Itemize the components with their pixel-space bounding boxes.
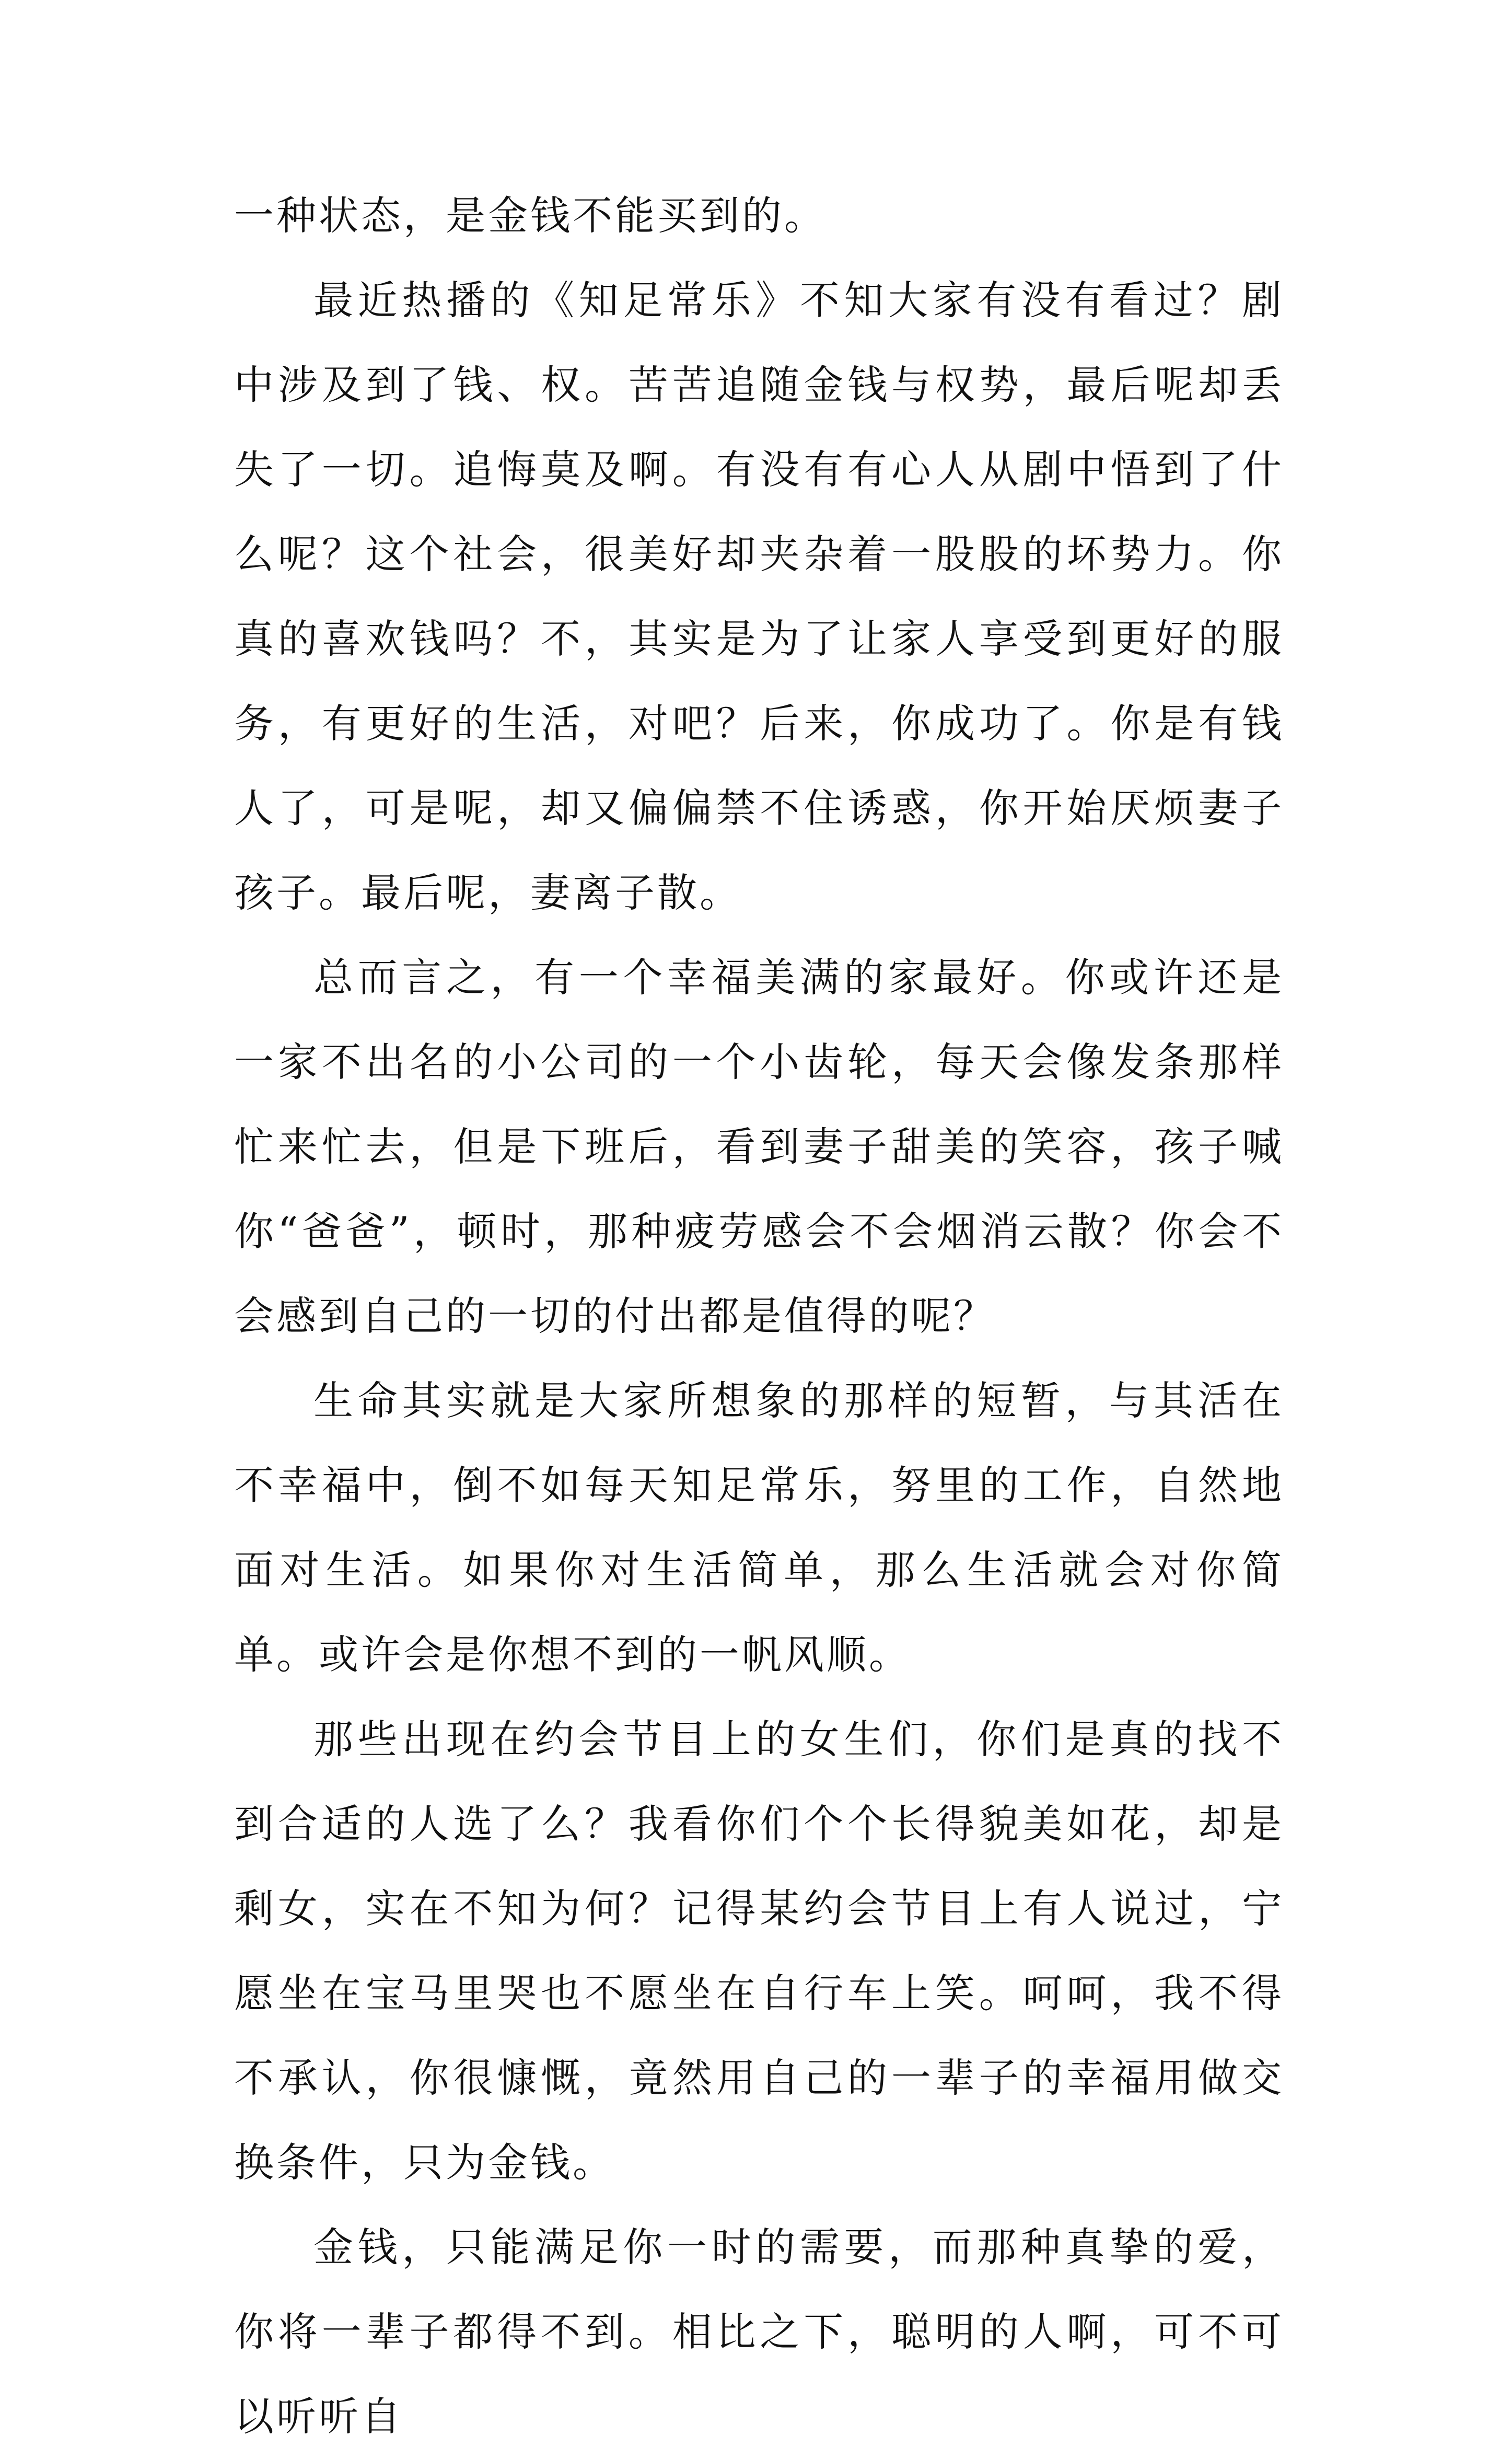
paragraph-1: 一种状态，是金钱不能买到的。 bbox=[234, 192, 827, 239]
paragraph-4: 生命其实就是大家所想象的那样的短暂，与其活在不幸福中，倒不如每天知足常乐，努里的工作，自然地面对生活。如果你对生活简单，那么生活就会对你简单。或许会是你想不到的一帆风顺。 bbox=[234, 1377, 1284, 1678]
paragraph-2: 最近热播的《知足常乐》不知大家有没有看过？剧中涉及到了钱、权。苦苦追随金钱与权势，最后呢却丢失了一切。追悔莫及啊。有没有有心人从剧中悟到了什么呢？这个社会，很美好却夹杂着一股股的坏势力。你真的喜欢钱吗？不，其实是为了让家人享受到更好的服务，有更好的生活，对吧？后来，你成功了。你是有钱人了，可是呢，却又偏偏禁不住诱惑，你开始厌烦妻子孩子。最后呢，妻离子散。 bbox=[234, 277, 1284, 916]
paragraph-3: 总而言之，有一个幸福美满的家最好。你或许还是一家不出名的小公司的一个小齿轮，每天会像发条那样忙来忙去，但是下班后，看到妻子甜美的笑容，孩子喊你“爸爸”，顿时，那种疲劳感会不会烟消云散？你会不会感到自己的一切的付出都是值得的呢？ bbox=[234, 954, 1284, 1339]
document-body bbox=[234, 173, 1284, 2459]
paragraph-6: 金钱，只能满足你一时的需要，而那种真挚的爱，你将一辈子都得不到。相比之下，聪明的人啊，可不可以听听自 bbox=[234, 2224, 1284, 2440]
paragraph-5: 那些出现在约会节目上的女生们，你们是真的找不到合适的人选了么？我看你们个个长得貌美如花，却是剩女，实在不知为何？记得某约会节目上有人说过，宁愿坐在宝马里哭也不愿坐在自行车上笑。呵呵，我不得不承认，你很慷慨，竟然用自己的一辈子的幸福用做交换条件，只为金钱。 bbox=[234, 1716, 1284, 2186]
